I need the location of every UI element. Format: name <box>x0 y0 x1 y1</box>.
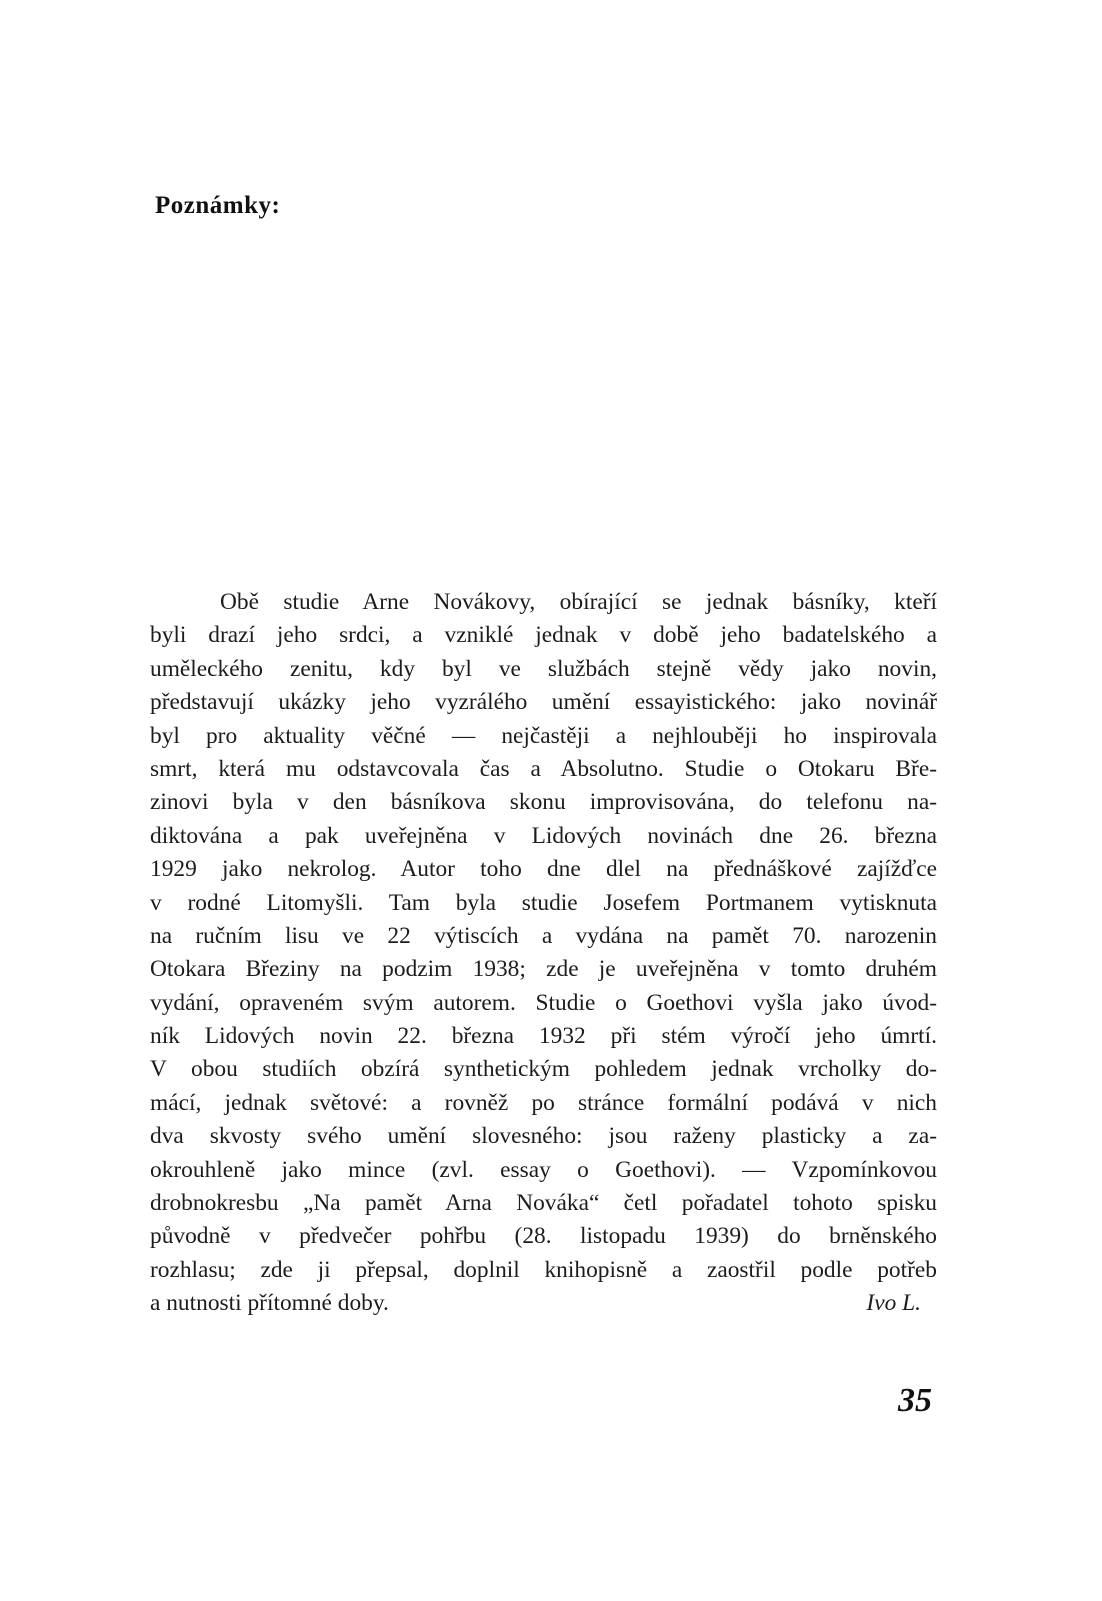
paragraph-line: na ručním lisu ve 22 výtiscích a vydána na pamět 70. narozenin <box>150 922 937 949</box>
paragraph-line: Obě studie Arne Novákovy, obírající se jednak básníky, kteří <box>220 589 937 615</box>
paragraph-line: a nutnosti přítomné doby. <box>150 1290 389 1317</box>
paragraph-line: uměleckého zenitu, kdy byl ve službách stejně vědy jako novin, <box>150 655 937 682</box>
paragraph-line: v rodné Litomyšli. Tam byla studie Josefem Portmanem vytisknuta <box>150 889 937 916</box>
paragraph-last-line <box>150 1287 937 1320</box>
paragraph-line: rozhlasu; zde ji přepsal, doplnil knihopisně a zaostřil podle potřeb <box>150 1256 937 1283</box>
paragraph-line: 1929 jako nekrolog. Autor toho dne dlel na přednáškové zajížďce <box>150 856 937 883</box>
paragraph-line: byl pro aktuality věčné — nejčastěji a nejhlouběji ho inspirovala <box>150 722 937 749</box>
paragraph-line: okrouhleně jako mince (zvl. essay o Goethovi). — Vzpomínkovou <box>150 1156 937 1183</box>
paragraph-line: drobnokresbu „Na pamět Arna Nováka“ četl pořadatel tohoto spisku <box>150 1190 937 1217</box>
paragraph-line: Otokara Březiny na podzim 1938; zde je uveřejněna v tomto druhém <box>150 956 937 983</box>
page-number: 35 <box>898 1382 932 1419</box>
paragraph-line: vydání, opraveném svým autorem. Studie o Goethovi vyšla jako úvod- <box>150 989 937 1016</box>
paragraph-line: ník Lidových novin 22. března 1932 při stém výročí jeho úmrtí. <box>150 1023 937 1050</box>
paragraph-line: původně v předvečer pohřbu (28. listopadu 1939) do brněnského <box>150 1223 937 1250</box>
paragraph-line: představují ukázky jeho vyzrálého umění essayistického: jako novinář <box>150 689 937 716</box>
paragraph-line: dva skvosty svého umění slovesného: jsou raženy plasticky a za- <box>150 1123 937 1150</box>
paragraph-line: mácí, jednak světové: a rovněž po stránce formální podává v nich <box>150 1089 937 1116</box>
notes-heading: Poznámky: <box>155 192 281 219</box>
paragraph-line: smrt, která mu odstavcovala čas a Absolutno. Studie o Otokaru Bře- <box>150 755 937 782</box>
paragraph-line: zinovi byla v den básníkova skonu improvisována, do telefonu na- <box>150 789 937 816</box>
paragraph-line: diktována a pak uveřejněna v Lidových novinách dne 26. března <box>150 822 937 849</box>
paragraph-line: V obou studiích obzírá synthetickým pohledem jednak vrcholky do- <box>150 1056 937 1083</box>
author-signature: Ivo L. <box>866 1290 921 1317</box>
notes-paragraph <box>150 586 937 1321</box>
paragraph-line: byli drazí jeho srdci, a vzniklé jednak v době jeho badatelského a <box>150 622 937 649</box>
